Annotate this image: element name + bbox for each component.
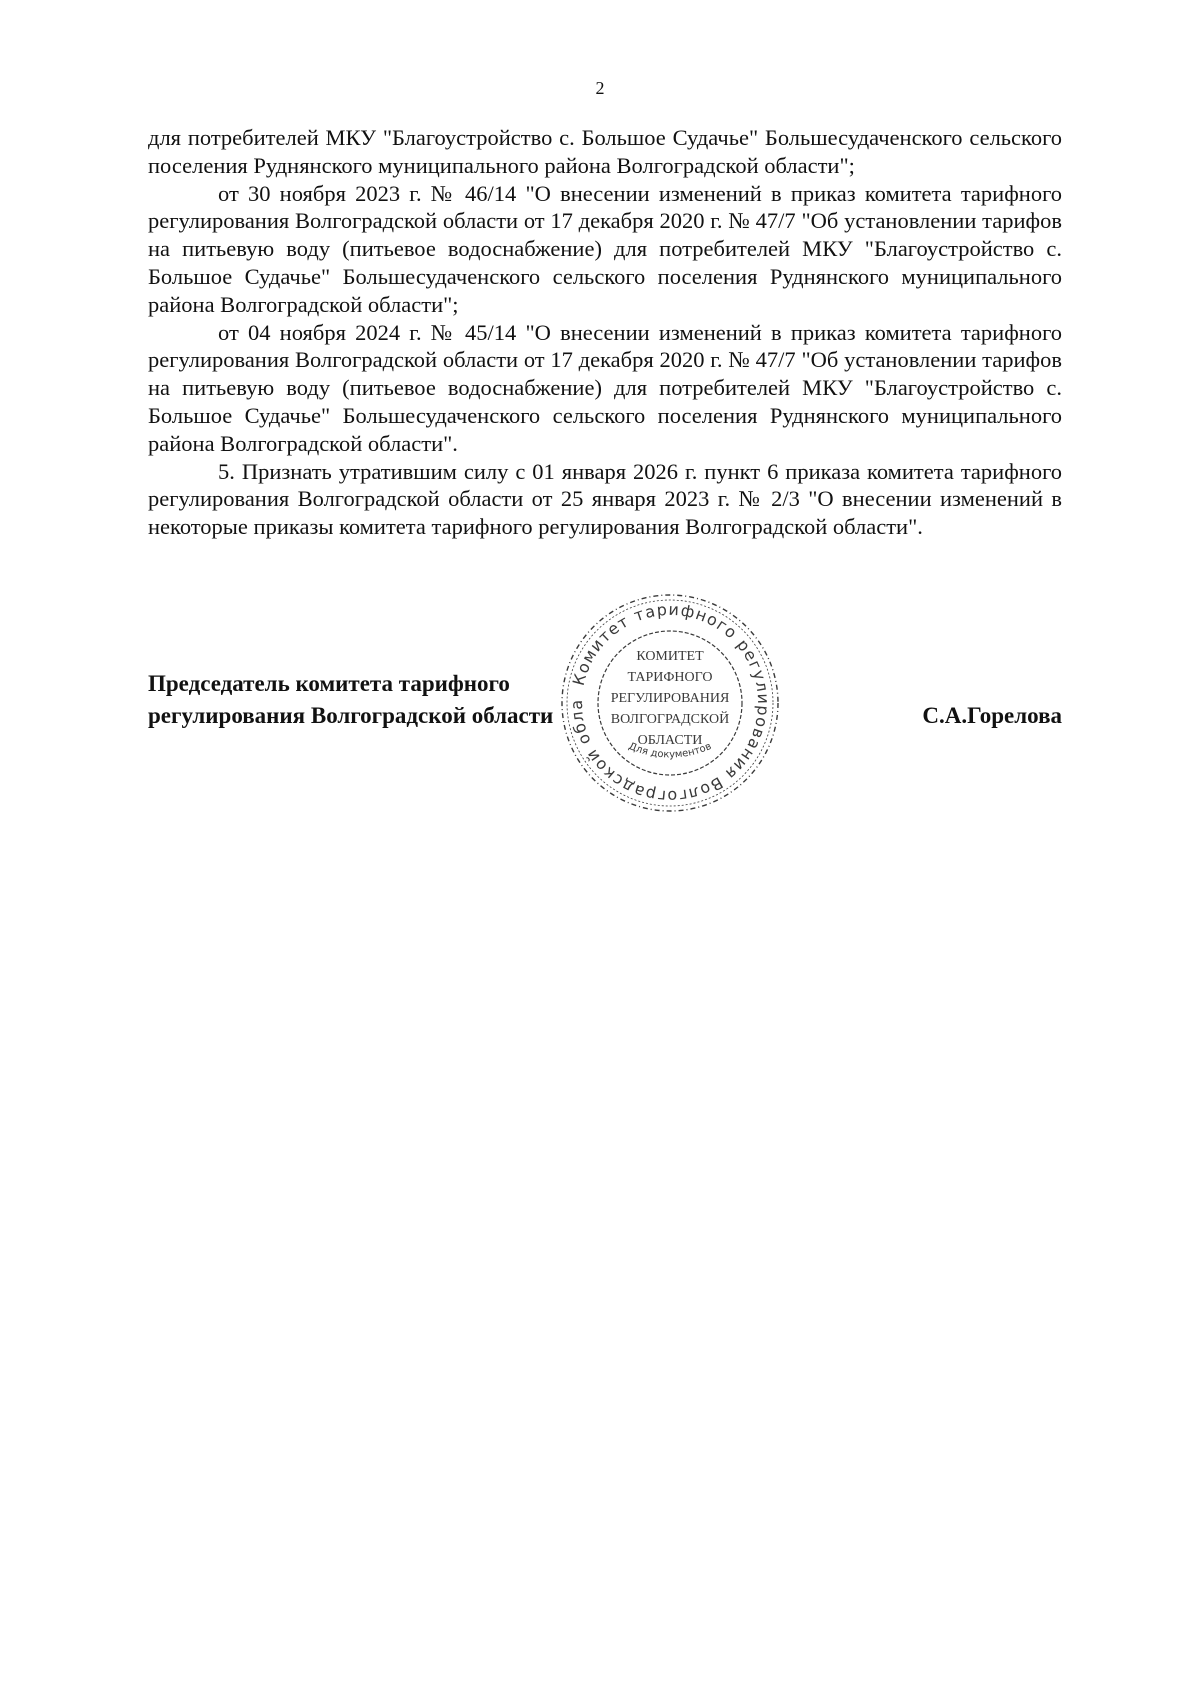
signer-title-line-1: Председатель комитета тарифного (148, 671, 510, 696)
seal-center-line-3: РЕГУЛИРОВАНИЯ (610, 691, 730, 706)
paragraph-continuation: для потребителей МКУ "Благоустройство с. Большое Судачье" Большесудаченского сельского поселения Руднянского муниципального района Волгоградской области"; (148, 125, 1062, 178)
seal-outer-text: Комитет тарифного регулирования Волгоградской области * (551, 575, 774, 807)
seal-center-line-5: ОБЛАСТИ (637, 733, 703, 748)
seal-center-line-2: ТАРИФНОГО (627, 670, 713, 685)
seal-bottom-text: Для документов (626, 740, 714, 761)
official-seal (551, 575, 783, 816)
official-seal-graphic (551, 575, 783, 816)
document-body (148, 124, 1062, 541)
seal-center-text (611, 649, 730, 748)
seal-center-line-4: ВОЛГОГРАДСКОЙ (610, 712, 730, 727)
paragraph-item-5: 5. Признать утратившим силу с 01 января 2026 г. пункт 6 приказа комитета тарифного регулирования Волгоградской области от 25 января 2023 г. № 2/3 "О внесении изменений в некоторые приказы комитета тарифного регулирования Волгоградской области". (148, 458, 1062, 540)
signer-name: С.А.Горелова (922, 703, 1062, 728)
paragraph-order-2023: от 30 ноября 2023 г. № 46/14 "О внесении изменений в приказ комитета тарифного регулирования Волгоградской области от 17 декабря 2020 г. № 47/7 "Об установлении тарифов на питьевую воду (питьевое водоснабжение) для потребителей МКУ "Благоустройство с. Большое Судачье" Большесудаченского сельского поселения Руднянского муниципального района Волгоградской области"; (148, 180, 1062, 317)
paragraph-order-2024: от 04 ноября 2024 г. № 45/14 "О внесении изменений в приказ комитета тарифного регулирования Волгоградской области от 17 декабря 2020 г. № 47/7 "Об установлении тарифов на питьевую воду (питьевое водоснабжение) для потребителей МКУ "Благоустройство с. Большое Судачье" Большесудаченского сельского поселения Руднянского муниципального района Волгоградской области". (148, 319, 1062, 456)
seal-center-line-1: КОМИТЕТ (636, 649, 704, 664)
signer-title (148, 668, 553, 732)
signer-title-line-2: регулирования Волгоградской области (148, 703, 554, 728)
page-number: 2 (595, 78, 605, 98)
